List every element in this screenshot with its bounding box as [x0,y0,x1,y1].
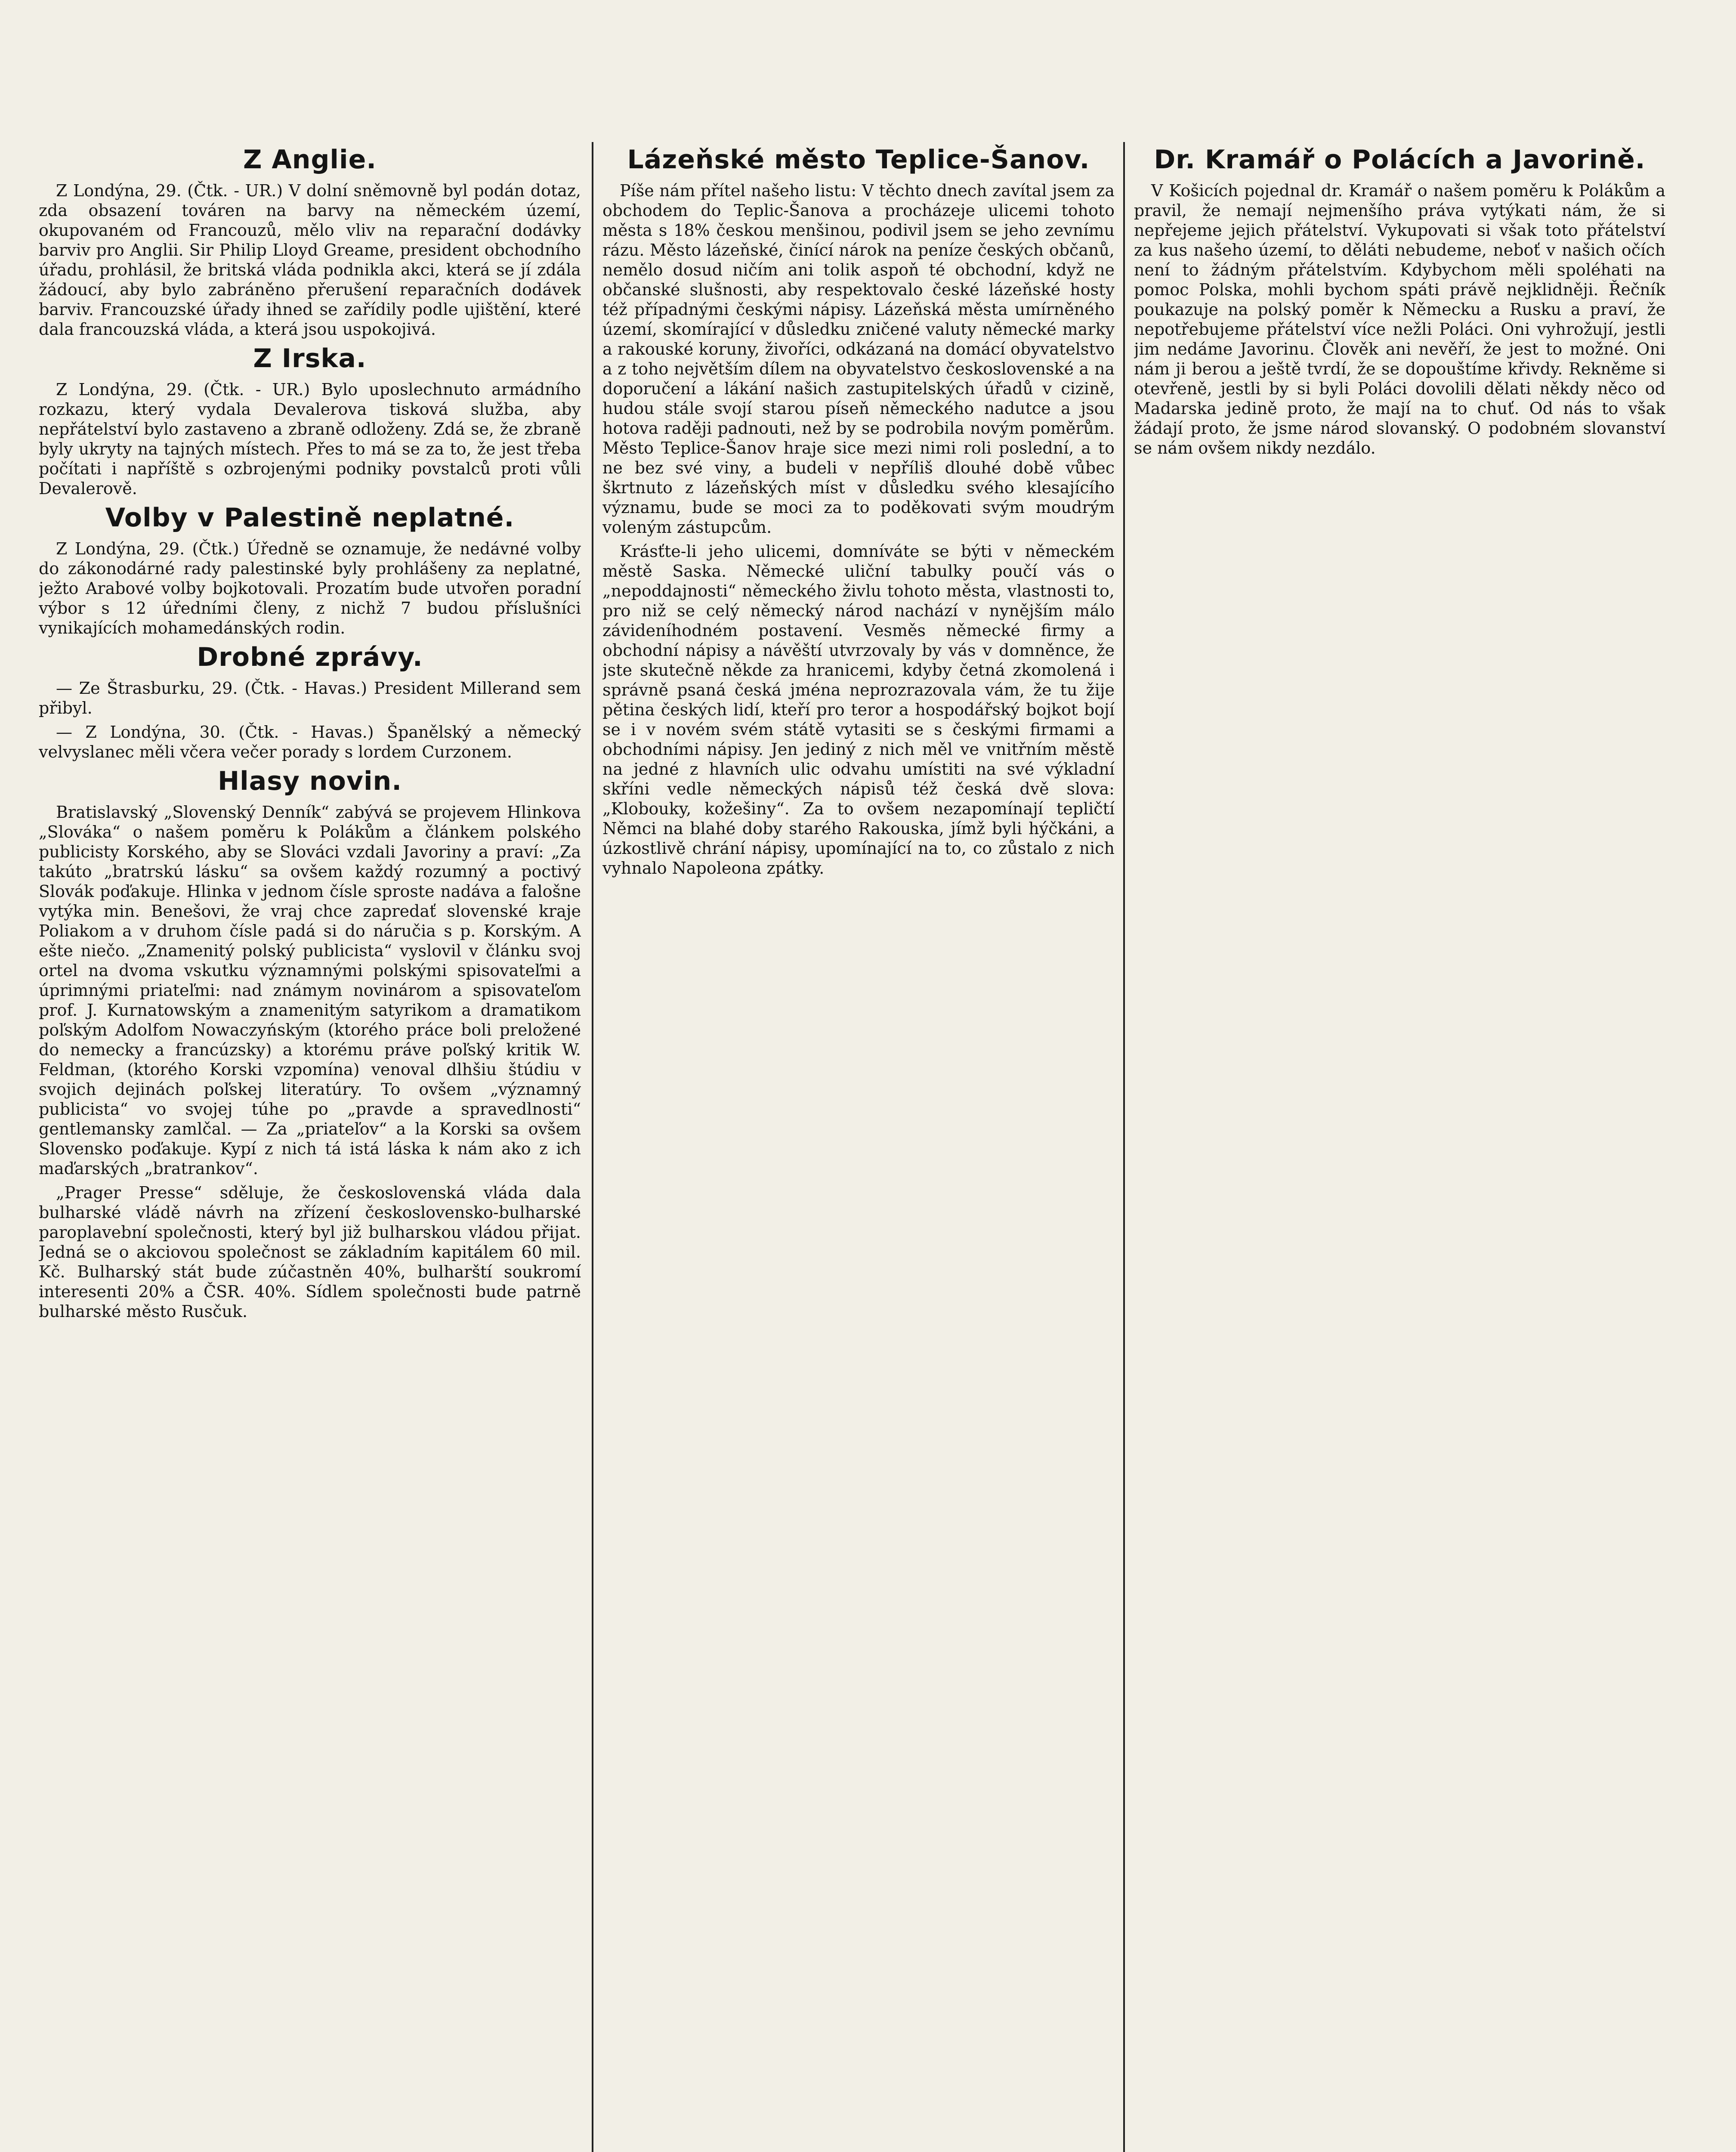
paragraph: Bratislavský „Slovenský Denník“ zabývá se projevem Hlinkova „Slováka“ o našem poměru k Polákům a článkem polského publicisty Korského, aby se Slováci vzdali Javoriny a praví: „Za takúto „bratrskú lásku“ sa ovšem každý rozumný a poctivý Slovák poďakuje. Hlinka v jednom čísle sproste nadáva a falošne vytýka min. Benešovi, že vraj chce zapredať slovenské kraje Poliakom a v druhom čísle padá si do náručia s p. Korským. A ešte niečo. „Znamenitý polský publicista“ vyslovil v článku svoj ortel na dvoma vskutku významnými polskými spisovateľmi a úprimnými priateľmi: nad známym novinárom a spisovateľom prof. J. Kurnatowským a znamenitým satyrikom a dramatikom poľským Adolfom Nowaczyńským (ktorého práce boli preložené do nemecky a francúzsky) a ktorému práve poľský kritik W. Feldman, (ktorého Korski vzpomína) venoval dlhšiu štúdiu v svojich dejinách poľskej literatúry. To ovšem „významný publicista“ vo svojej túhe po „pravde a spravedlnosti“ gentlemansky zamlčal. — Za „priateľov“ a la Korski sa ovšem Slovensko poďakuje. Kypí z nich tá istá láska k nám ako z ich maďarských „bratrankov“. [39,803,581,1178]
headline-volby-palestine: Volby v Palestině neplatné. [105,503,515,533]
headline-hlasy-novin: Hlasy novin. [217,766,402,796]
headline-drobne-zpravy: Drobné zprávy. [197,642,423,672]
paragraph: V Košicích pojednal dr. Kramář o našem poměru k Polákům a pravil, že nemají nejmenšího práva vytýkati nám, že si nepřejeme jejich přátelství. Vykupovati si však toto přátelství za kus našeho území, to děláti nebudeme, neboť v našich očích není to žádným přátelstvím. Kdybychom měli spoléhati na pomoc Polska, mohli bychom spáti právě nejklidněji. Řečník poukazuje na polský poměr k Německu a Rusku a praví, že nepotřebujeme přátelství více nežli Poláci. Oni vyhrožují, jestli jim nedáme Javorinu. Člověk ani nevěří, že jest to možné. Oni nám ji berou a ještě tvrdí, že se dopouštíme křivdy. Rekněme si otevřeně, jestli by si byli Poláci dovolili dělati někdy něco od Madarska jedině proto, že mají na to chuť. Od nás to však žádají proto, že jsme národ slovanský. O podobném slovanství se nám ovšem nikdy nezdálo. [1134,181,1665,458]
left-column [39,142,581,2152]
column-rule-left [592,142,593,2152]
paragraph: — Z Londýna, 30. (Čtk. - Havas.) Španělský a německý velvyslanec měli včera večer porady s lordem Curzonem. [39,723,581,761]
column-rule-right [1123,142,1125,2152]
paragraph: Z Londýna, 29. (Čtk.) Úředně se oznamuje, že nedávné volby do zákonodárné rady palestinské byly prohlášeny za neplatné, ježto Arabové volby bojkotovali. Prozatím bude utvořen poradní výbor s 12 úředními členy, z nichž 7 budou příslušníci vynikajících mohamedánských rodin. [39,539,581,637]
newspaper-page [39,142,1670,2152]
paragraph: „Prager Presse“ sděluje, že československá vláda dala bulharské vládě návrh na zřízení československo-bulharské paroplavební společnosti, který byl již bulharskou vládou přijat. Jedná se o akciovou společnost se základním kapitálem 60 mil. Kč. Bulharský stát bude zúčastněn 40%, bulharští soukromí interesenti 20% a ČSR. 40%. Sídlem společnosti bude patrně bulharské město Rusčuk. [39,1183,581,1321]
middle-column [602,142,1115,2152]
right-column [1134,142,1665,2152]
paragraph: Píše nám přítel našeho listu: V těchto dnech zavítal jsem za obchodem do Teplic-Šanova a procházeje ulicemi tohoto města s 18% českou menšinou, podivil jsem se jeho zevnímu rázu. Město lázeňské, činící nárok na peníze českých občanů, nemělo dosud ničím ani tolik aspoň té obchodní, když ne občanské slušnosti, aby respektovalo české lázeňské hosty též případnými českými nápisy. Lázeňská města umírněného území, skomírající v důsledku zničené valuty německé marky a rakouské koruny, živoříci, odkázaná na domácí obyvatelstvo a z toho největším dílem na obyvatelstvo československé a na doporučení a lákání našich zastupitelských úřadů v cizině, hudou stále svojí starou píseň německého nadutce a jsou hotova raději padnouti, než by se podrobila novým poměrům. Město Teplice-Šanov hraje sice mezi nimi roli poslední, a to ne bez své viny, a budeli v nepříliš dlouhé době vůbec škrtnuto z lázeňských míst v důsledku svého klesajícího významu, bude se moci za to poděkovati svým moudrým voleným zástupcům. [602,181,1115,537]
paragraph: Z Londýna, 29. (Čtk. - UR.) V dolní sněmovně byl podán dotaz, zda obsazení továren na barvy na německém území, okupovaném od Francouzů, mělo vliv na reparační dodávky barviv pro Anglii. Sir Philip Lloyd Greame, president obchodního úřadu, prohlásil, že britská vláda podnikla akci, která se jí zdála žádoucí, aby bylo zabráněno přerušení reparačních dodávek barviv. Francouzské úřady ihned se zařídily podle ujištění, které dala francouzská vláda, a která jsou uspokojivá. [39,181,581,339]
headline-kramar: Dr. Kramář o Polácích a Javorině. [1154,145,1646,175]
paragraph: Z Londýna, 29. (Čtk. - UR.) Bylo uposlechnuto armádního rozkazu, který vydala Devalerova tisková služba, aby nepřátelství bylo zastaveno a zbraně odloženy. Zdá se, že zbraně byly ukryty na tajných místech. Přes to má se za to, že jest třeba počítati i napříště s ozbrojenými podniky povstalců proti vůli Devalerově. [39,380,581,498]
headline-z-irska: Z Irska. [253,343,367,374]
headline-lazenske-mesto: Lázeňské město Teplice-Šanov. [627,145,1090,175]
paragraph: Krásťte-li jeho ulicemi, domníváte se býti v německém městě Saska. Německé uliční tabulky poučí vás o „nepoddajnosti“ německého živlu tohoto města, vlastnosti to, pro niž se celý německý národ nachází v nynějším málo závideníhodném postavení. Vesměs německé firmy a obchodní nápisy a návěští utvrzovaly by vás v domněnce, že jste skutečně někde za hranicemi, kdyby četná zkomolená i správně psaná česká jména neprozrazovala vám, že tu žije pětina českých lidí, kteří pro teror a hospodářský bojkot bojí se i v novém svém státě vytasiti se s českými firmami a obchodními nápisy. Jen jediný z nich měl ve vnitřním městě na jedné z hlavních ulic odvahu umístiti na své výkladní skříni vedle německých nápisů též česká dvě slova: „Klobouky, kožešiny“. Za to ovšem nezapomínají tepličtí Němci na blahé doby starého Rakouska, jímž byli hýčkáni, a úzkostlivě chrání nápisy, upomínající na to, co zůstalo z nich vyhnalo Napoleona zpátky. [602,542,1115,878]
headline-z-anglie: Z Anglie. [243,145,377,175]
paragraph: — Ze Štrasburku, 29. (Čtk. - Havas.) President Millerand sem přibyl. [39,679,581,717]
